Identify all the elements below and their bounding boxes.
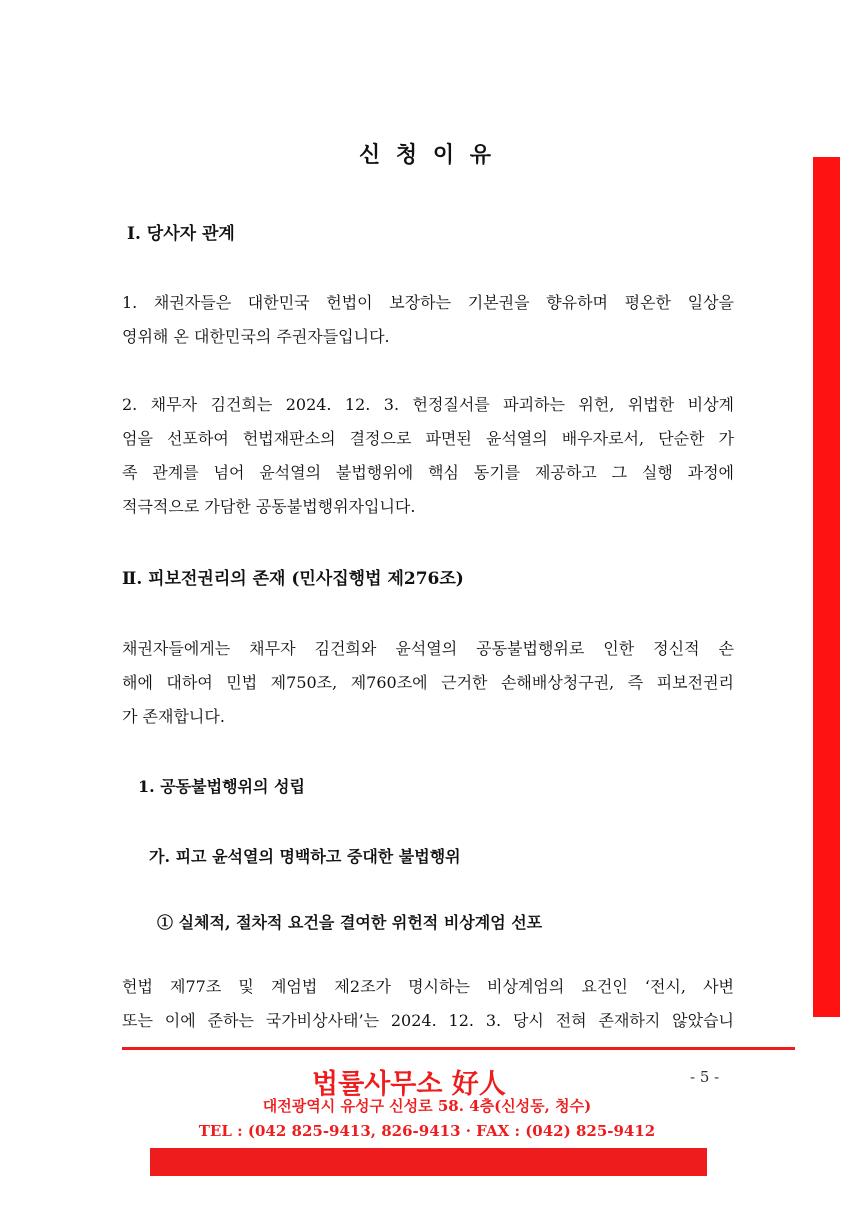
section-2-paragraph-1-line-1: 채권자들에게는 채무자 김건희와 윤석열의 공동불법행위로 인한 정신적 손 xyxy=(122,639,734,658)
footer-red-bar xyxy=(150,1148,707,1176)
item-1-line-1: 헌법 제77조 및 계엄법 제2조가 명시하는 비상계엄의 요건인 ‘전시, 사변 xyxy=(122,977,734,996)
section-1-heading: Ⅰ. 당사자 관계 xyxy=(127,224,235,244)
subsection-1-heading: 1. 공동불법행위의 성립 xyxy=(138,777,305,796)
side-red-bar xyxy=(813,157,840,1017)
firm-address: 대전광역시 유성구 신성로 58. 4층(신성동, 청수) xyxy=(262,1097,592,1115)
section-1-paragraph-2-line-3: 족 관계를 넘어 윤석열의 불법행위에 핵심 동기를 제공하고 그 실행 과정에 xyxy=(122,463,734,482)
section-2-heading: Ⅱ. 피보전권리의 존재 (민사집행법 제276조) xyxy=(122,569,464,589)
section-1-paragraph-2-line-4: 적극적으로 가담한 공동불법행위자입니다. xyxy=(122,497,416,516)
item-1-heading: ① 실체적, 절차적 요건을 결여한 위헌적 비상계엄 선포 xyxy=(157,913,543,932)
item-1-line-2: 또는 이에 준하는 국가비상사태’는 2024. 12. 3. 당시 전혀 존재하지 않았습니 xyxy=(122,1011,734,1030)
firm-logo-text: 법률사무소 好人 xyxy=(312,1069,506,1100)
section-2-paragraph-1-line-3: 가 존재합니다. xyxy=(122,707,225,726)
section-1-paragraph-2-line-2: 엄을 선포하여 헌법재판소의 결정으로 파면된 윤석열의 배우자로서, 단순한 가 xyxy=(122,429,734,448)
section-1-paragraph-2-line-1: 2. 채무자 김건희는 2024. 12. 3. 헌정질서를 파괴하는 위헌, 위법한 비상계 xyxy=(122,395,734,414)
section-1-paragraph-1-line-1: 1. 채권자들은 대한민국 헌법이 보장하는 기본권을 향유하며 평온한 일상을 xyxy=(122,293,734,312)
subsection-ga-heading: 가. 피고 윤석열의 명백하고 중대한 불법행위 xyxy=(149,847,461,866)
section-1-paragraph-1-line-2: 영위해 온 대한민국의 주권자들입니다. xyxy=(122,327,390,346)
page-number: - 5 - xyxy=(690,1068,720,1086)
footer-divider xyxy=(122,1047,795,1050)
firm-contact: TEL : (042 825-9413, 826-9413 · FAX : (042) 825-9412 xyxy=(198,1122,656,1140)
document-title: 신 청 이 유 xyxy=(359,142,495,168)
section-2-paragraph-1-line-2: 해에 대하여 민법 제750조, 제760조에 근거한 손해배상청구권, 즉 피보전권리 xyxy=(122,673,734,692)
